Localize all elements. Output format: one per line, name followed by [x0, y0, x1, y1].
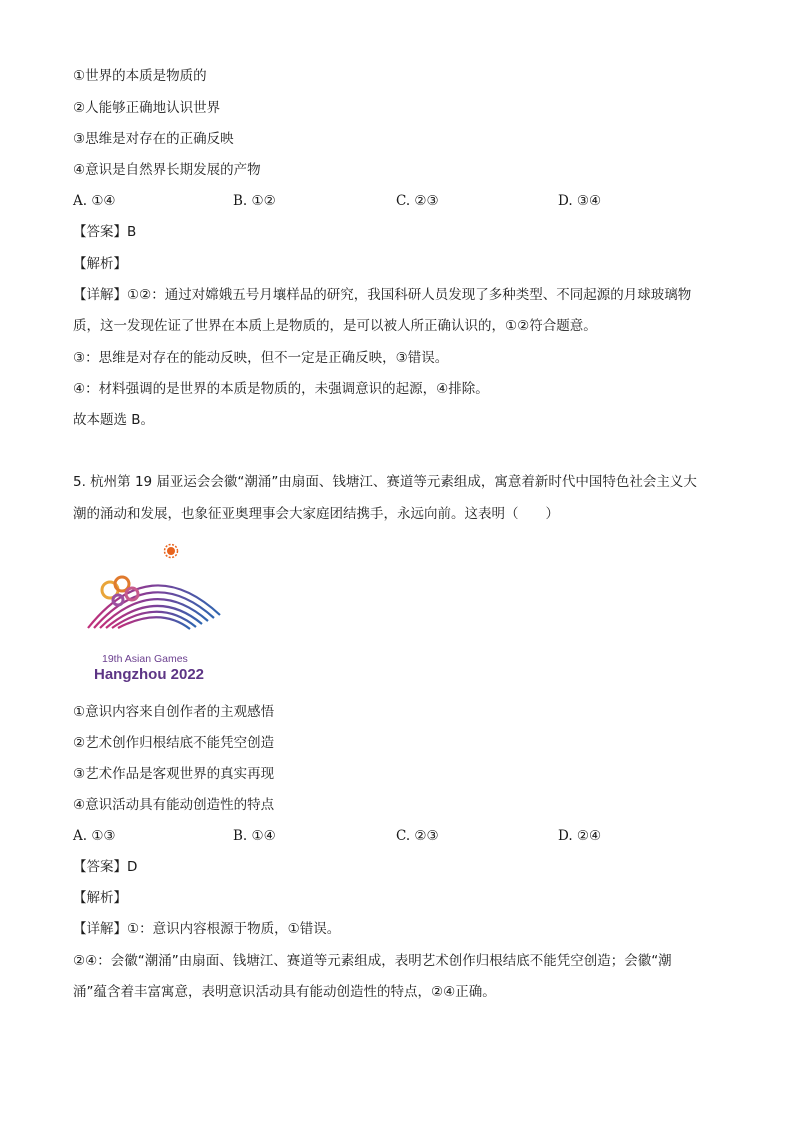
- fan-arcs: [88, 585, 220, 629]
- logo-line-1: 19th Asian Games: [102, 653, 188, 665]
- q5-option-d: D. ②④: [558, 828, 602, 844]
- q4-detail-line-4: ④：材料强调的是世界的本质是物质的，未强调意识的起源，④排除。: [73, 381, 489, 397]
- q5-item-2: ②艺术创作归根结底不能凭空创造: [73, 735, 275, 751]
- q5-answer: 【答案】D: [73, 859, 138, 875]
- q4-option-d: D. ③④: [558, 193, 602, 209]
- q5-option-a: A. ①③: [73, 828, 116, 844]
- logo-line-2: Hangzhou 2022: [94, 666, 205, 683]
- q4-detail-line-2: 质，这一发现佐证了世界在本质上是物质的，是可以被人所正确认识的，①②符合题意。: [73, 318, 597, 334]
- q4-analysis-label: 【解析】: [73, 256, 127, 272]
- q5-options: [73, 827, 673, 845]
- q5-detail-line-1: 【详解】①：意识内容根源于物质，①错误。: [73, 921, 341, 937]
- q4-option-c: C. ②③: [396, 193, 439, 209]
- q5-item-3: ③艺术作品是客观世界的真实再现: [73, 766, 275, 782]
- q4-option-b: B. ①②: [233, 193, 276, 209]
- q5-detail-line-2: ②④：会徽“潮涌”由扇面、钱塘江、赛道等元素组成，表明艺术创作归根结底不能凭空创造；会徽“潮: [73, 953, 672, 969]
- q4-detail-line-1: 【详解】①②：通过对嫦娥五号月壤样品的研究，我国科研人员发现了多种类型、不同起源的月球玻璃物: [73, 287, 692, 303]
- q5-analysis-label: 【解析】: [73, 890, 127, 906]
- sun-icon: [165, 545, 178, 558]
- asian-games-logo: [80, 540, 230, 685]
- q4-options: [73, 192, 673, 210]
- q4-answer: 【答案】B: [73, 224, 137, 240]
- q4-item-4: ④意识是自然界长期发展的产物: [73, 162, 261, 178]
- q5-option-c: C. ②③: [396, 828, 439, 844]
- q5-option-b: B. ①④: [233, 828, 276, 844]
- q5-detail-line-3: 涌”蕴含着丰富寓意，表明意识活动具有能动创造性的特点，②④正确。: [73, 984, 496, 1000]
- q5-item-1: ①意识内容来自创作者的主观感悟: [73, 704, 275, 720]
- q4-detail-line-3: ③：思维是对存在的能动反映，但不一定是正确反映，③错误。: [73, 350, 449, 366]
- q4-item-3: ③思维是对存在的正确反映: [73, 131, 234, 147]
- q4-conclusion: 故本题选 B。: [73, 412, 155, 428]
- q4-option-a: A. ①④: [73, 193, 116, 209]
- q5-stem-line-2: 潮的涌动和发展，也象征亚奥理事会大家庭团结携手，永远向前。这表明（ ）: [73, 506, 559, 522]
- q4-item-2: ②人能够正确地认识世界: [73, 100, 221, 116]
- q5-stem-line-1: 5. 杭州第 19 届亚运会会徽“潮涌”由扇面、钱塘江、赛道等元素组成，寓意着新时代中国特色社会主义大: [73, 474, 697, 490]
- q4-item-1: ①世界的本质是物质的: [73, 68, 207, 84]
- q5-item-4: ④意识活动具有能动创造性的特点: [73, 797, 275, 813]
